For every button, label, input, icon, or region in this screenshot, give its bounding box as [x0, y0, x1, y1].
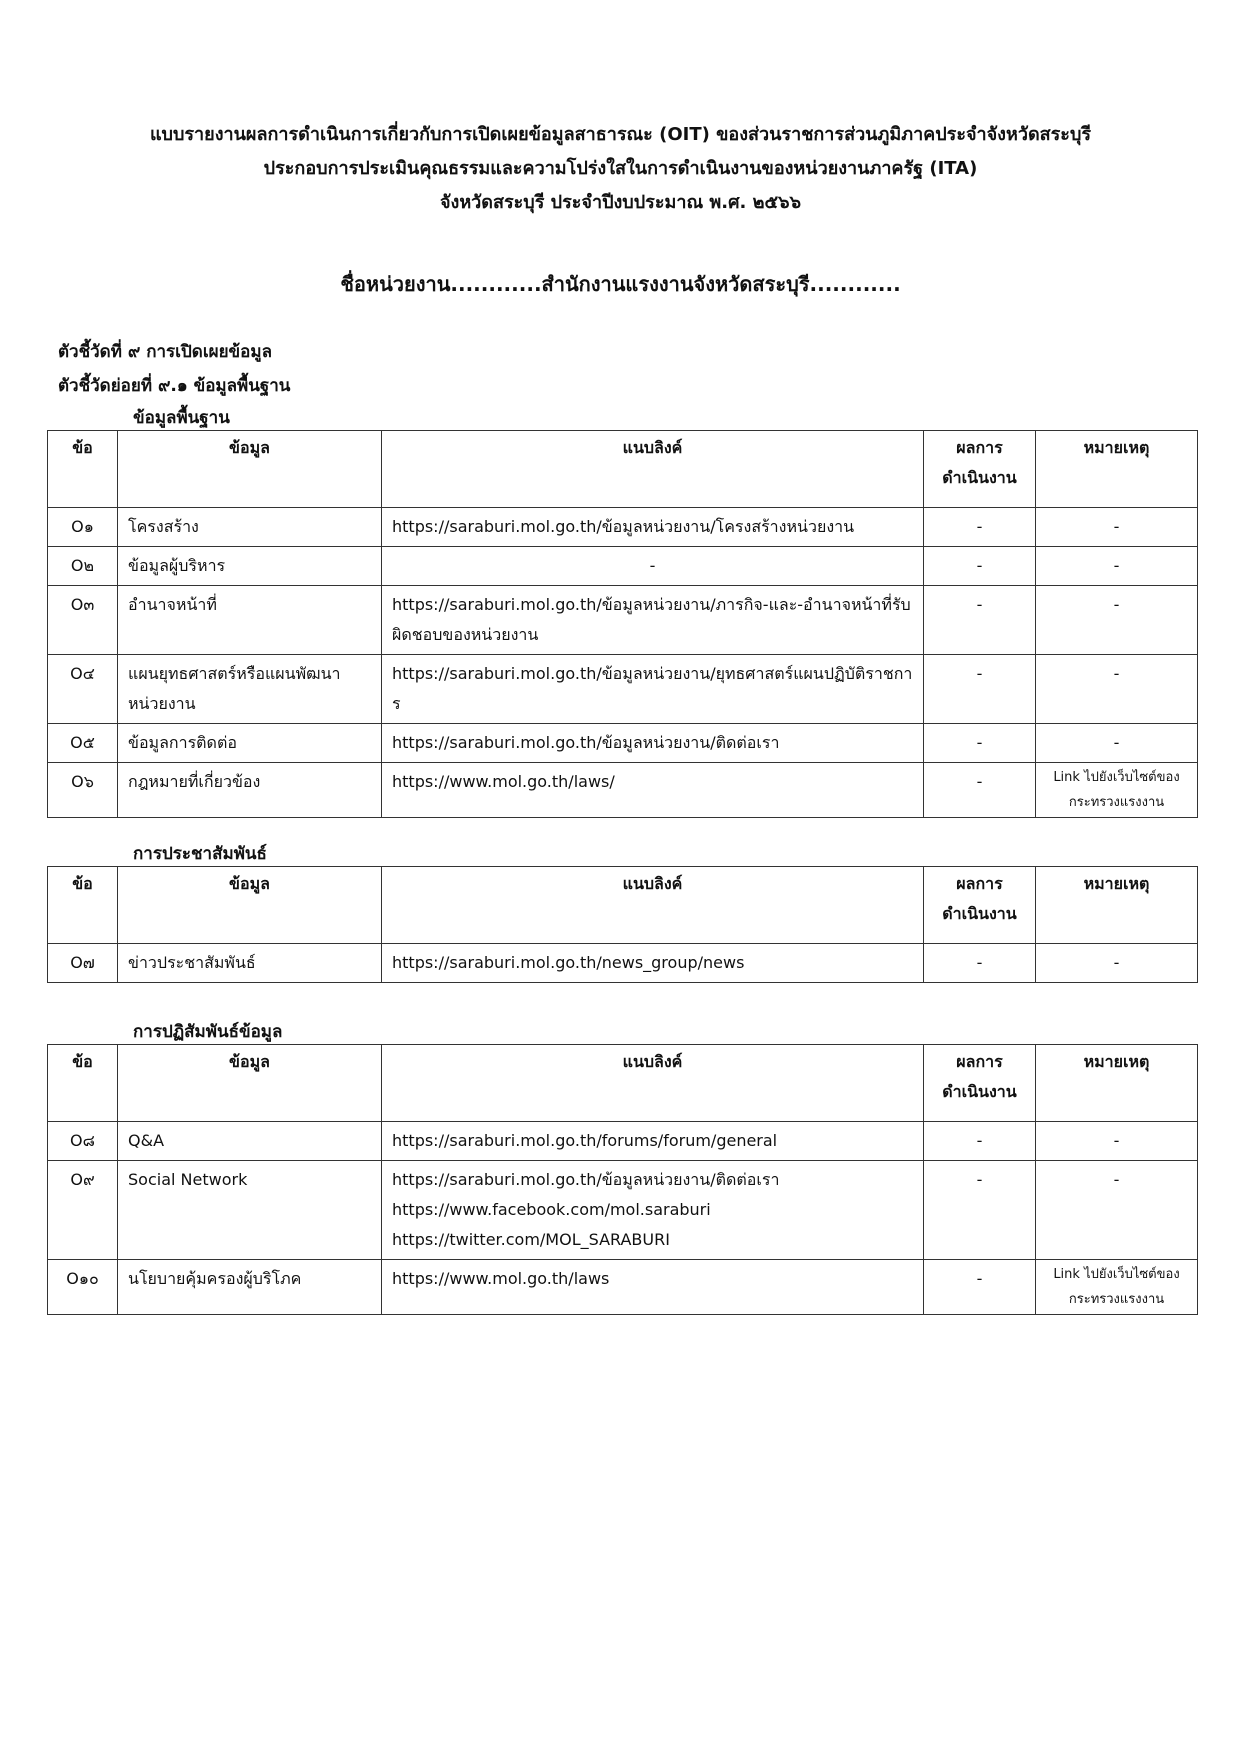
item-link[interactable]: https://www.mol.go.th/laws [392, 1269, 610, 1288]
item-link[interactable]: https://saraburi.mol.go.th/ข้อมูลหน่วยงาน/โครงสร้างหน่วยงาน [392, 517, 855, 536]
section-table [47, 430, 1198, 818]
section-title: ข้อมูลพื้นฐาน [133, 408, 230, 428]
item-result: - [924, 586, 1036, 655]
item-link[interactable]: https://www.mol.go.th/laws/ [392, 772, 615, 791]
sub-indicator-title: ตัวชี้วัดย่อยที่ ๙.๑ ข้อมูลพื้นฐาน [58, 376, 291, 396]
item-result: - [924, 944, 1036, 983]
item-number: O๗ [48, 944, 118, 983]
column-header-no: ข้อ [48, 1045, 118, 1122]
item-result: - [924, 547, 1036, 586]
item-note: - [1036, 724, 1198, 763]
item-result: - [924, 508, 1036, 547]
header-row [48, 1045, 1198, 1122]
item-links [382, 508, 924, 547]
indicator-title: ตัวชี้วัดที่ ๙ การเปิดเผยข้อมูล [58, 342, 273, 362]
item-link[interactable]: https://saraburi.mol.go.th/ข้อมูลหน่วยงาน/ยุทธศาสตร์แผนปฏิบัติราชการ [392, 664, 913, 713]
item-links [382, 763, 924, 818]
item-link-empty: - [649, 556, 656, 575]
item-name: กฎหมายที่เกี่ยวข้อง [118, 763, 382, 818]
column-header-item: ข้อมูล [118, 431, 382, 508]
header-row [48, 867, 1198, 944]
item-name: Q&A [118, 1122, 382, 1161]
item-name: ข้อมูลการติดต่อ [118, 724, 382, 763]
item-links [382, 586, 924, 655]
item-number: O๕ [48, 724, 118, 763]
item-result: - [924, 724, 1036, 763]
table-row [48, 655, 1198, 724]
item-name: ข่าวประชาสัมพันธ์ [118, 944, 382, 983]
column-header-no: ข้อ [48, 431, 118, 508]
item-link[interactable]: https://saraburi.mol.go.th/ข้อมูลหน่วยงาน/ติดต่อเรา [392, 1170, 780, 1189]
item-number: O๖ [48, 763, 118, 818]
header-line-2: ประกอบการประเมินคุณธรรมและความโปร่งใสในการดำเนินงานของหน่วยงานภาครัฐ (ITA) [263, 158, 978, 179]
item-links [382, 944, 924, 983]
column-header-link: แนบลิงค์ [382, 867, 924, 944]
column-header-link: แนบลิงค์ [382, 1045, 924, 1122]
item-result: - [924, 1122, 1036, 1161]
item-name: อำนาจหน้าที่ [118, 586, 382, 655]
item-note: - [1036, 508, 1198, 547]
item-number: O๑๐ [48, 1260, 118, 1315]
section-table [47, 1044, 1198, 1315]
item-result: - [924, 655, 1036, 724]
item-name: โครงสร้าง [118, 508, 382, 547]
item-link[interactable]: https://www.facebook.com/mol.saraburi [392, 1200, 711, 1219]
column-header-link: แนบลิงค์ [382, 431, 924, 508]
item-note: - [1036, 547, 1198, 586]
item-number: O๔ [48, 655, 118, 724]
item-name: ข้อมูลผู้บริหาร [118, 547, 382, 586]
item-link[interactable]: https://saraburi.mol.go.th/forums/forum/general [392, 1131, 778, 1150]
item-links [382, 724, 924, 763]
item-note: - [1036, 586, 1198, 655]
table-row [48, 763, 1198, 818]
item-links [382, 1161, 924, 1260]
item-note: - [1036, 944, 1198, 983]
header-row [48, 431, 1198, 508]
item-link[interactable]: https://twitter.com/MOL_SARABURI [392, 1230, 670, 1249]
table-row [48, 547, 1198, 586]
table-row [48, 1122, 1198, 1161]
item-links [382, 655, 924, 724]
item-note: Link ไปยังเว็บไซต์ของกระทรวงแรงงาน [1036, 763, 1198, 818]
report-header [0, 118, 1241, 220]
column-header-note: หมายเหตุ [1036, 1045, 1198, 1122]
section-table [47, 866, 1198, 983]
column-header-item: ข้อมูล [118, 1045, 382, 1122]
item-note: - [1036, 655, 1198, 724]
item-link[interactable]: https://saraburi.mol.go.th/news_group/news [392, 953, 745, 972]
column-header-note: หมายเหตุ [1036, 867, 1198, 944]
item-note: - [1036, 1122, 1198, 1161]
item-link[interactable]: https://saraburi.mol.go.th/ข้อมูลหน่วยงาน/ภารกิจ-และ-อำนาจหน้าที่รับผิดชอบของหน่วยงาน [392, 595, 911, 644]
header-line-1: แบบรายงานผลการดำเนินการเกี่ยวกับการเปิดเผยข้อมูลสาธารณะ (OIT) ของส่วนราชการส่วนภูมิภาคประจำจังหวัดสระบุรี [149, 124, 1092, 145]
table-row [48, 508, 1198, 547]
unit-name: ชื่อหน่วยงาน............สำนักงานแรงงานจังหวัดสระบุรี............ [340, 272, 901, 296]
item-result: - [924, 1161, 1036, 1260]
table-row [48, 586, 1198, 655]
item-number: O๑ [48, 508, 118, 547]
item-name: นโยบายคุ้มครองผู้บริโภค [118, 1260, 382, 1315]
item-name: แผนยุทธศาสตร์หรือแผนพัฒนาหน่วยงาน [118, 655, 382, 724]
item-note: - [1036, 1161, 1198, 1260]
table-row [48, 1260, 1198, 1315]
table-row [48, 944, 1198, 983]
item-number: O๘ [48, 1122, 118, 1161]
header-line-3: จังหวัดสระบุรี ประจำปีงบประมาณ พ.ศ. ๒๕๖๖ [439, 192, 801, 213]
item-links [382, 547, 924, 586]
item-number: O๒ [48, 547, 118, 586]
column-header-item: ข้อมูล [118, 867, 382, 944]
item-number: O๙ [48, 1161, 118, 1260]
item-number: O๓ [48, 586, 118, 655]
column-header-no: ข้อ [48, 867, 118, 944]
column-header-result: ผลการดำเนินงาน [924, 867, 1036, 944]
column-header-result: ผลการดำเนินงาน [924, 431, 1036, 508]
item-links [382, 1122, 924, 1161]
column-header-note: หมายเหตุ [1036, 431, 1198, 508]
column-header-result: ผลการดำเนินงาน [924, 1045, 1036, 1122]
item-result: - [924, 1260, 1036, 1315]
item-name: Social Network [118, 1161, 382, 1260]
section-title: การประชาสัมพันธ์ [133, 844, 267, 864]
item-note: Link ไปยังเว็บไซต์ของกระทรวงแรงงาน [1036, 1260, 1198, 1315]
section-title: การปฏิสัมพันธ์ข้อมูล [133, 1022, 283, 1042]
table-row [48, 1161, 1198, 1260]
item-link[interactable]: https://saraburi.mol.go.th/ข้อมูลหน่วยงาน/ติดต่อเรา [392, 733, 780, 752]
item-result: - [924, 763, 1036, 818]
item-links [382, 1260, 924, 1315]
table-row [48, 724, 1198, 763]
